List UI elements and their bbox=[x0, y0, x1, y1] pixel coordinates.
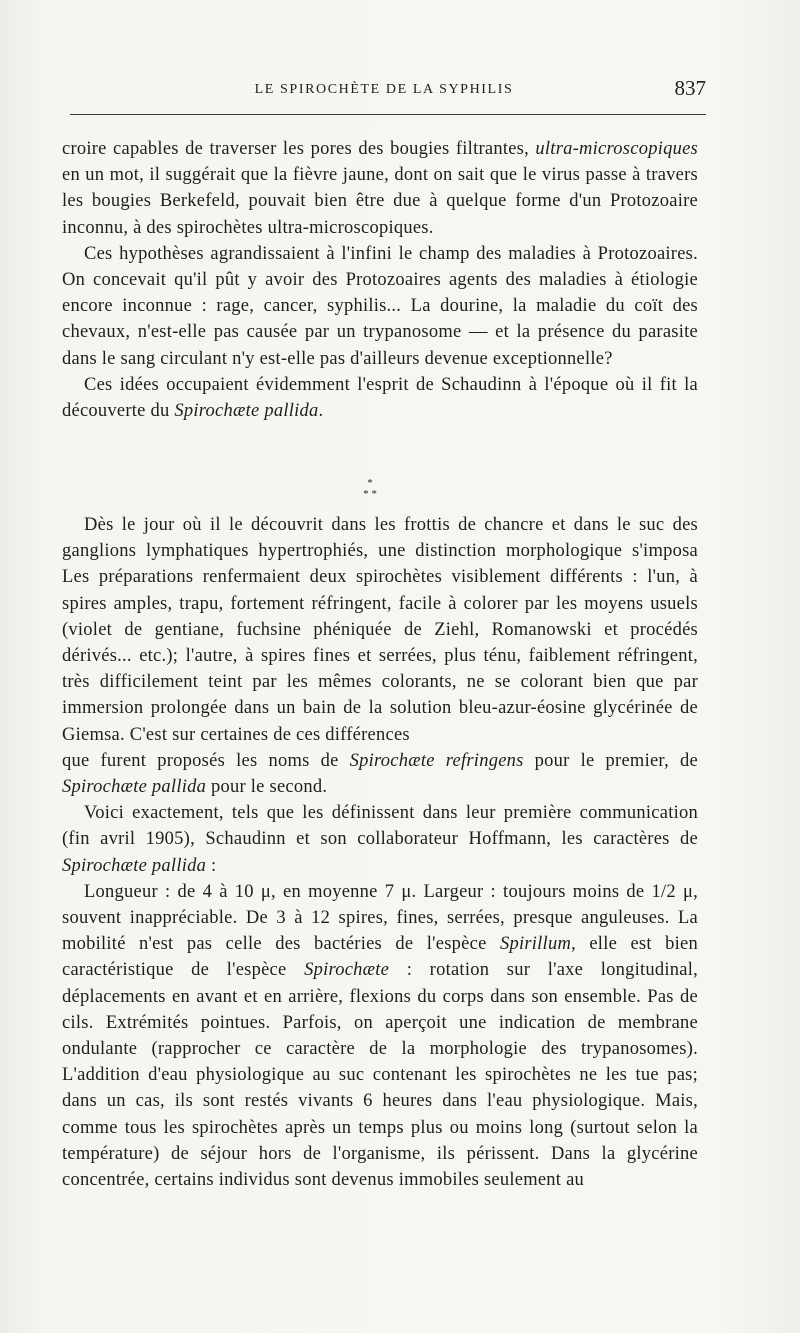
term-spirochaete-refringens: Spirochæte refringens bbox=[349, 750, 524, 771]
term-spirochaete-pallida: Spirochæte pallida bbox=[62, 777, 207, 798]
running-title: LE SPIROCHÈTE DE LA SYPHILIS bbox=[254, 82, 514, 97]
text-block-bottom bbox=[62, 512, 698, 1193]
term-spirochaete-pallida: Spirochæte pallida bbox=[62, 855, 207, 876]
paragraph-5: que furent proposés les noms de Spirochæte refringens pour le premier, de Spirochæte pallida pour le second. bbox=[62, 750, 698, 798]
paragraph-4: Dès le jour où il le découvrit dans les frottis de chancre et dans le suc des ganglions lymphatiques hypertrophiés, une distinction morphologique s'imposa Les préparations renfermaient deux spirochètes visiblement différents : l'un, à spires amples, trapu, fortement réfringent, facile à colorer par les moyens usuels (violet de gentiane, fuchsine phéniquée de Ziehl, Romanowski et procédés dérivés... etc.); l'autre, à spires fines et serrées, plus ténu, faiblement réfringent, très difficilement teint par les mêmes colorants, ne se colorant bien que par immersion prolongée dans un bain de la solution bleu-azur-éosine glycérinée de Giemsa. C'est sur certaines de ces différences bbox=[62, 515, 698, 745]
page-number: 837 bbox=[674, 76, 706, 100]
paragraph-7: Longueur : de 4 à 10 μ, en moyenne 7 μ. Largeur : toujours moins de 1/2 μ, souvent inappréciable. De 3 à 12 spires, fines, serrées, presque anguleuses. La mobilité n'est pas celle des bactéries de l'espèce Spirillum, elle est bien caractéristique de l'espèce Spirochæte : rotation sur l'axe longitudinal, déplacements en avant et en arrière, flexions du corps dans son ensemble. Pas de cils. Extrémités pointues. Parfois, on aperçoit une indication de membrane ondulante (rapprocher ce caractère de la morphologie des trypanosomes). L'addition d'eau physiologique au suc contenant les spirochètes ne les tue pas; dans un cas, ils sont restés vivants 6 heures dans l'eau physiologique. Mais, comme tous les spirochètes après un temps plus ou moins long (surtout selon la température) de séjour hors de l'organisme, ils périssent. Dans la glycérine concentrée, certains individus sont devenus immobiles seulement au bbox=[62, 881, 698, 1191]
running-head bbox=[62, 74, 706, 104]
text-block-top bbox=[62, 136, 698, 424]
term-spirillum: Spirillum bbox=[499, 934, 572, 955]
paragraph-2: Ces hypothèses agrandissaient à l'infini le champ des maladies à Protozoaires. On concevait qu'il pût y avoir des Protozoaires agents des maladies à étiologie encore inconnue : rage, cancer, syphilis... La dourine, la maladie du coït des chevaux, n'est-elle pas causée par un trypanosome — et la présence du parasite dans le sang circulant n'y est-elle pas d'ailleurs devenue exceptionnelle? bbox=[62, 243, 698, 369]
paragraph-1: croire capables de traverser les pores des bougies filtrantes, ultra-microscopiques en un mot, il suggérait que la fièvre jaune, dont on sait que le virus passe à travers les bougies Berkefeld, pouvait bien être due à quelque forme d'un Protozoaire inconnu, à des spirochètes ultra-microscopiques. bbox=[62, 139, 698, 238]
asterism-top: * bbox=[367, 477, 373, 489]
section-asterism bbox=[340, 478, 400, 506]
header-rule bbox=[70, 114, 706, 115]
paragraph-3: Ces idées occupaient évidemment l'esprit de Schaudinn à l'époque où il fit la découverte du Spirochæte pallida. bbox=[62, 374, 698, 422]
term-ultra-microscopiques: ultra-microscopiques bbox=[535, 139, 698, 159]
asterism-bottom: * * bbox=[363, 488, 377, 500]
term-spirochaete: Spirochæte bbox=[304, 960, 390, 981]
term-spirochaete-pallida: Spirochæte pallida bbox=[174, 401, 319, 422]
paragraph-6: Voici exactement, tels que les définissent dans leur première communication (fin avril 1905), Schaudinn et son collaborateur Hoffmann, les caractères de Spirochæte pallida : bbox=[62, 803, 698, 876]
